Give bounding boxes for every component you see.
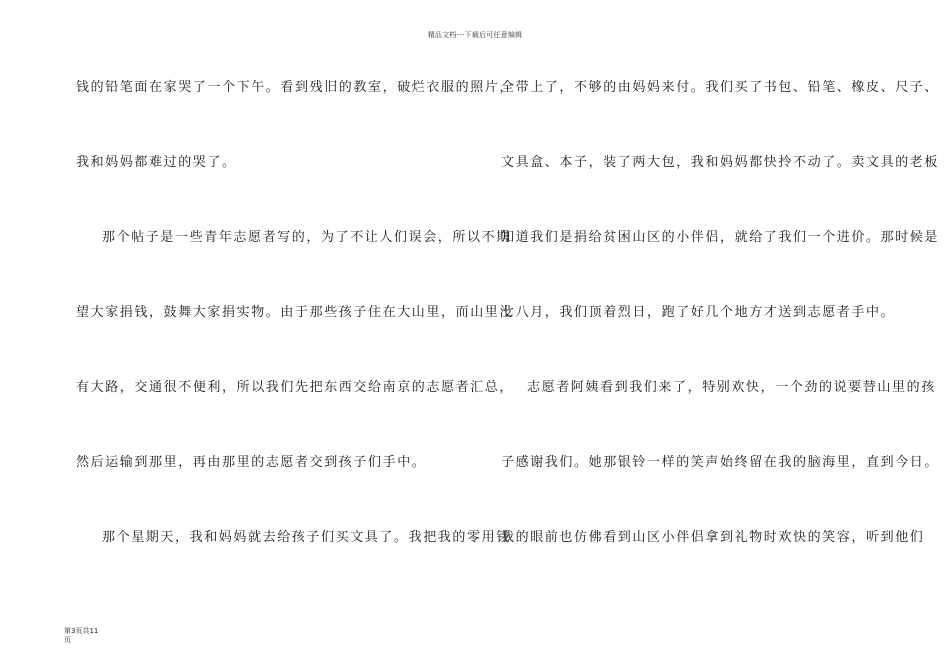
- text-line: 七八月，我们顶着烈日，跑了好几个地方才送到志愿者手中。: [501, 305, 896, 320]
- text-line: 文具盒、本子，装了两大包，我和妈妈都快拎不动了。卖文具的老板: [501, 155, 940, 170]
- text-line: 钱的铅笔面在家哭了一个下午。看到残旧的教室，破烂衣服的照片，: [76, 80, 515, 95]
- text-line: 我和妈妈都难过的哭了。: [76, 155, 237, 170]
- page-number-line1: 第3页共11: [64, 627, 99, 635]
- paragraph-start-line: 那个星期天，我和妈妈就去给孩子们买文具了。我把我的零用钱: [102, 530, 511, 545]
- paragraph-start-line: 志愿者阿姨看到我们来了，特别欢快，一个劲的说要替山里的孩: [527, 380, 936, 395]
- text-line: 全带上了，不够的由妈妈来付。我们买了书包、铅笔、橡皮、尺子、: [501, 80, 940, 95]
- paragraph-start-line: 那个帖子是一些青年志愿者写的，为了不让人们误会，所以不期: [102, 230, 511, 245]
- text-line: 望大家捐钱，鼓舞大家捐实物。由于那些孩子住在大山里，而山里没: [76, 305, 515, 320]
- text-line: 然后运输到那里，再由那里的志愿者交到孩子们手中。: [76, 455, 427, 470]
- page-number-line2: 页: [64, 636, 71, 644]
- page-number: [64, 627, 98, 645]
- page-header: 精品文档---下载后可任意编辑: [427, 31, 523, 39]
- text-line: 我的眼前也仿佛看到山区小伴侣拿到礼物时欢快的笑容，听到他们: [501, 530, 925, 545]
- text-line: 知道我们是捐给贫困山区的小伴侣，就给了我们一个进价。那时候是: [501, 230, 940, 245]
- text-line: 子感谢我们。她那银铃一样的笑声始终留在我的脑海里，直到今日。: [501, 455, 940, 470]
- text-line: 有大路，交通很不便利，所以我们先把东西交给南京的志愿者汇总，: [76, 380, 515, 395]
